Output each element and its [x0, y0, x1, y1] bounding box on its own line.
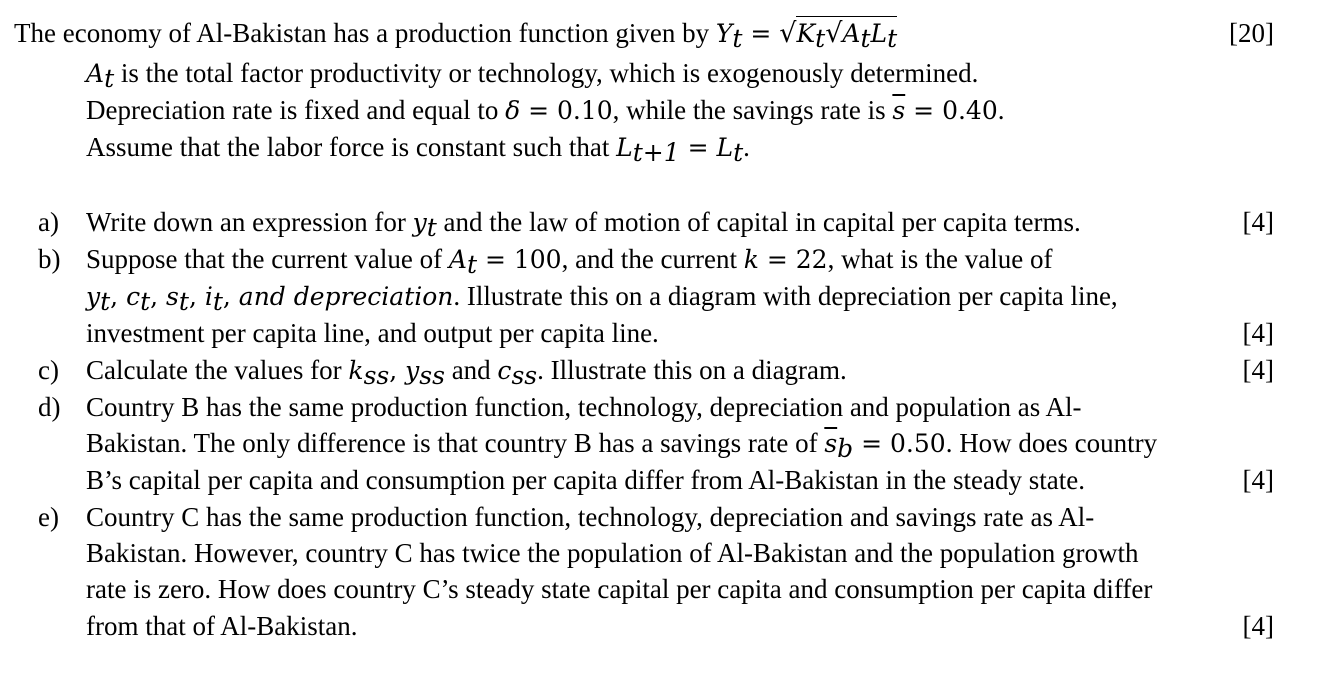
delta-value: 0.10 [557, 96, 613, 125]
a-value: 100 [513, 245, 562, 274]
question-c-marks: [4] [1242, 355, 1274, 385]
intro-text-4: Assume that the labor force is constant such that [86, 132, 610, 162]
question-a-marks: [4] [1242, 207, 1274, 237]
question-d-marks: [4] [1242, 465, 1274, 495]
question-e-line-2: Bakistan. However, country C has twice the population of Al-Bakistan and the population growth [86, 538, 1139, 568]
question-a-label: a) [38, 207, 59, 237]
question-c-text: Calculate the values for $k_{ss}$, $y_{ss}$ and $c_{ss}$. Illustrate this on a diagram. [86, 355, 847, 390]
question-c-label: c) [38, 355, 59, 385]
intro-line-3: Depreciation rate is fixed and equal to δ = 0.10, while the savings rate is $\overline{s} = 0.40$. [86, 95, 1005, 125]
question-d-label: d) [38, 392, 61, 422]
k-value: 22 [795, 245, 828, 274]
question-d-line-3: B’s capital per capita and consumption per capita differ from Al-Bakistan in the steady state. [86, 465, 1085, 495]
question-e-line-3: rate is zero. How does country C’s steady state capital per capita and consumption per capita differ [86, 574, 1153, 604]
production-function-formula: $Y_t = √K_t√A_tL_t$ [715, 18, 898, 53]
intro-line-4: Assume that the labor force is constant such that $L_{t+1} = L_t$. [86, 132, 750, 167]
intro-text-3b: , while the savings rate is [612, 95, 886, 125]
question-e-label: e) [38, 502, 59, 532]
question-e-line-1: Country C has the same production function, technology, depreciation and savings rate as Al- [86, 502, 1095, 532]
question-e-line-4: from that of Al-Bakistan. [86, 611, 358, 641]
question-b-label: b) [38, 244, 61, 274]
total-marks: [20] [1229, 18, 1274, 48]
question-b-marks: [4] [1242, 318, 1274, 348]
question-d-line-1: Country B has the same production function, technology, depreciation and population as Al- [86, 392, 1082, 422]
intro-text-2: is the total factor productivity or technology, which is exogenously determined. [120, 58, 979, 88]
question-b-line-3: investment per capita line, and output per capita line. [86, 318, 659, 348]
intro-line-2: $A_t$ is the total factor productivity or technology, which is exogenously determined. [86, 58, 979, 93]
question-a-text: Write down an expression for $y_t$ and the law of motion of capital in capital per capita terms. [86, 207, 1081, 242]
savings-value: 0.40 [942, 96, 998, 125]
sb-value: 0.50 [890, 429, 946, 458]
question-b-line-1: Suppose that the current value of $A_t = 100$, and the current k = 22, what is the value of [86, 244, 1053, 279]
intro-text-3: Depreciation rate is fixed and equal to [86, 95, 499, 125]
intro-line-1 [14, 18, 898, 53]
question-e-marks: [4] [1242, 611, 1274, 641]
question-d-line-2: Bakistan. The only difference is that country B has a savings rate of $\overline{s}_b = 0.50$. How does country [86, 428, 1158, 463]
question-b-line-2: $y_t$, $c_t$, $s_t$, $i_t$, and depreciation. Illustrate this on a diagram with depreciation per capita line, [86, 281, 1118, 316]
intro-text-1: The economy of Al-Bakistan has a production function given by [14, 18, 710, 48]
